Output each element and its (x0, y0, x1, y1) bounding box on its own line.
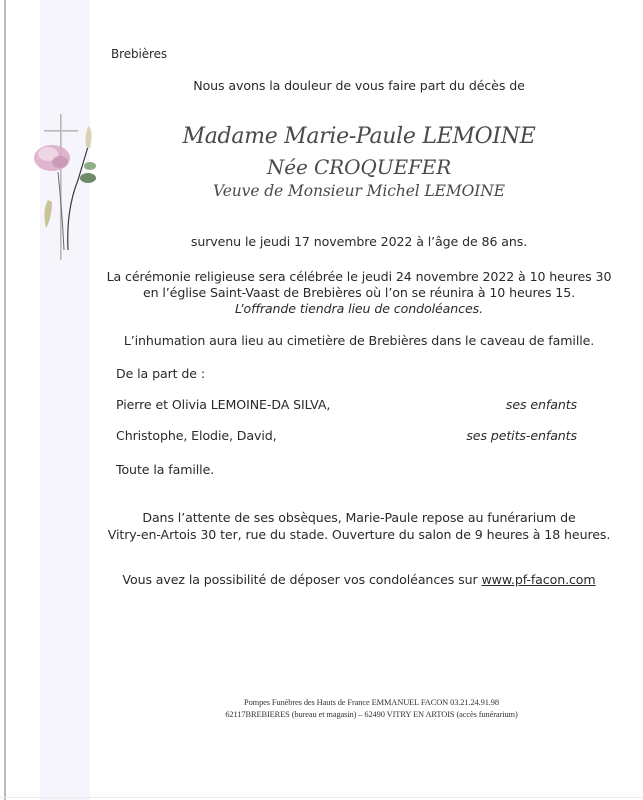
condolences-text: Vous avez la possibilité de déposer vos condoléances sur (122, 572, 482, 587)
family-names: Christophe, Elodie, David, (116, 428, 277, 443)
footer-line-1: Pompes Funèbres des Hauts de France EMMANUEL FACON 03.21.24.91.98 (244, 698, 499, 707)
ceremony-line-2: en l’église Saint-Vaast de Brebières où l’on se réunira à 10 heures 15. (142, 285, 576, 300)
condolences-line (0, 572, 643, 587)
family-names: Toute la famille. (116, 462, 215, 477)
viewing-line-1: Dans l’attente de ses obsèques, Marie-Paule repose au funérarium de (142, 510, 576, 525)
page-edge-line (4, 0, 6, 800)
family-names: Pierre et Olivia LEMOINE-DA SILVA, (116, 397, 331, 412)
viewing-line-2: Vitry-en-Artois 30 ter, rue du stade. Ouverture du salon de 9 heures à 18 heures. (107, 527, 611, 542)
place: Brebières (111, 47, 168, 61)
deceased-name: Madame Marie-Paule LEMOINE (182, 124, 536, 149)
burial-notice: L’inhumation aura lieu au cimetière de Brebières dans le caveau de famille. (123, 333, 595, 348)
family-relation: ses petits-enfants (466, 428, 577, 443)
footer-line-2: 62117BREBIERES (bureau et magasin) – 62490 VITRY EN ARTOIS (accès funérarium) (225, 710, 518, 719)
from-label: De la part de : (116, 366, 205, 381)
intro-text: Nous avons la douleur de vous faire part du décès de (193, 78, 525, 93)
condolences-link[interactable]: www.pf-facon.com (481, 572, 596, 587)
wheat-ear (44, 200, 52, 228)
ceremony-line-3: L’offrande tiendra lieu de condoléances. (235, 301, 483, 316)
page-bottom-edge (0, 797, 643, 798)
widow-of: Veuve de Monsieur Michel LEMOINE (213, 182, 505, 200)
death-notice: survenu le jeudi 17 novembre 2022 à l’âge de 86 ans. (190, 234, 528, 249)
family-relation: ses enfants (505, 397, 577, 412)
ceremony-line-1: La cérémonie religieuse sera célébrée le jeudi 24 novembre 2022 à 10 heures 30 (106, 269, 612, 284)
maiden-name: Née CROQUEFER (266, 155, 452, 179)
